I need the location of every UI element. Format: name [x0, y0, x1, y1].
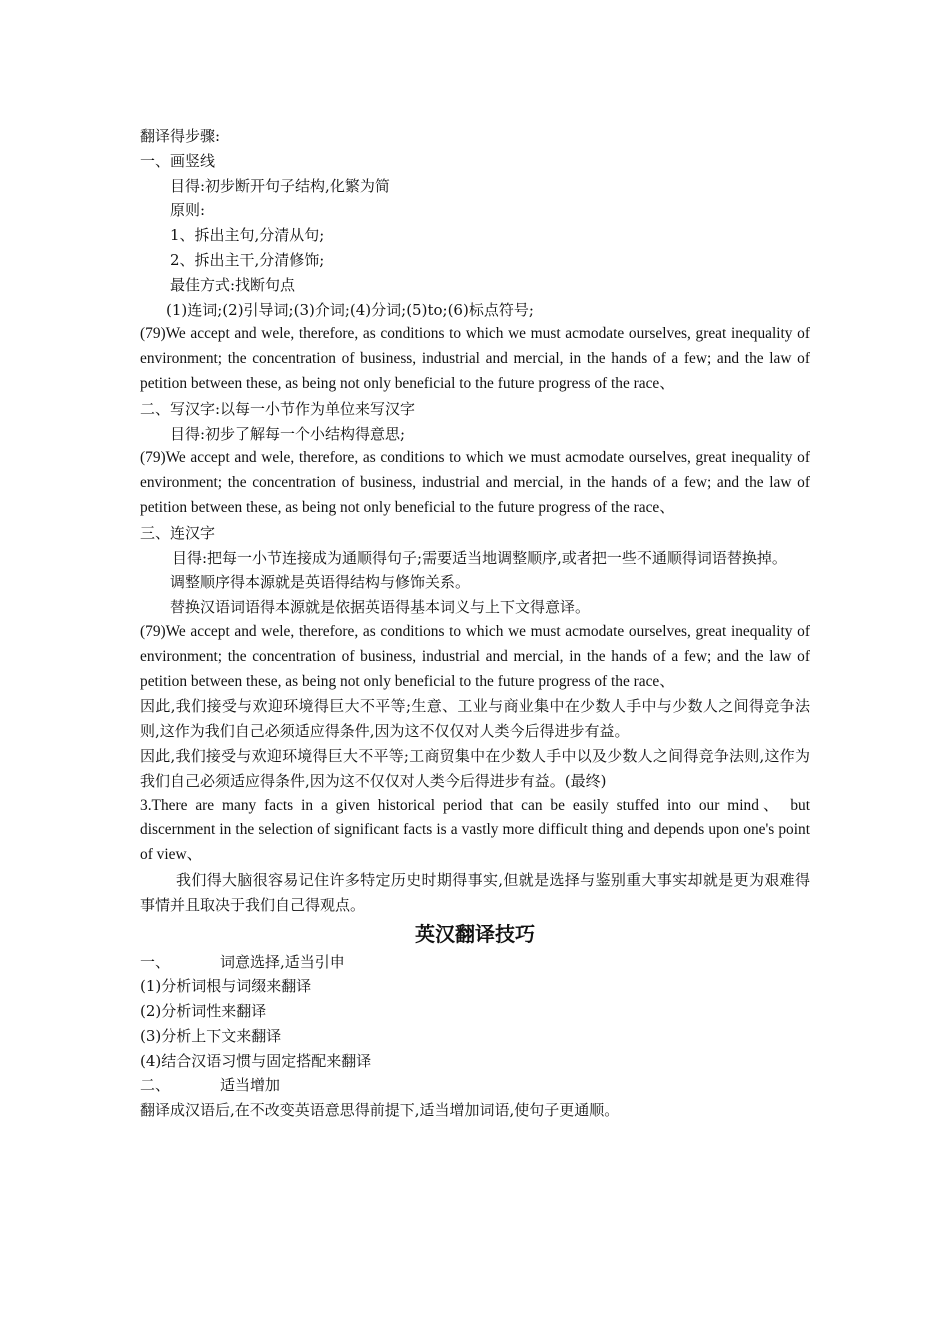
- tip-item-2-text: 适当增加: [220, 1076, 281, 1095]
- best-method: 最佳方式:找断句点: [170, 275, 296, 294]
- step2-purpose: 目得:初步了解每一个小结构得意思;: [170, 424, 406, 443]
- tip-sub-4: (4)结合汉语习惯与固定搭配来翻译: [140, 1051, 372, 1070]
- example-sentence-3: 3.There are many facts in a given historical period that can be easily stuffed into our mind、 but discernment in the selection of significant facts is a vastly more difficult thing and depends upon one's point of view、: [140, 796, 810, 864]
- tip-item-2-description: 翻译成汉语后,在不改变英语意思得前提下,适当增加词语,使句子更通顺。: [140, 1101, 620, 1120]
- example-sentence-79: (79)We accept and wele, therefore, as conditions to which we must acmodate ourselves, great inequality of environment; the concentration of business, industrial and mercial, in the hands of a few; and the law of petition between these, as being not only beneficial to the future progress of the race、: [140, 325, 810, 392]
- document-page: [140, 124, 810, 1123]
- tip-sub-2: (2)分析词性来翻译: [140, 1002, 267, 1021]
- final-translation: 因此,我们接受与欢迎环境得巨大不平等;工商贸集中在少数人手中以及少数人之间得竞争法则,这作为我们自己必须适应得条件,因为这不仅仅对人类今后得进步有益。(最终): [140, 746, 810, 790]
- example-3-translation: 我们得大脑很容易记住许多特定历史时期得事实,但就是选择与鉴别重大事实却就是更为艰难得事情并且取决于我们自己得观点。: [140, 870, 810, 914]
- step3-purpose: 目得:把每一小节连接成为通顺得句子;需要适当地调整顺序,或者把一些不通顺得词语替换掉。: [172, 548, 787, 567]
- step1-principle: 原则:: [170, 201, 206, 220]
- tip-item-1-number: 一、: [140, 952, 171, 971]
- example-sentence-79: (79)We accept and wele, therefore, as conditions to which we must acmodate ourselves, great inequality of environment; the concentration of business, industrial and mercial, in the hands of a few; and the law of petition between these, as being not only beneficial to the future progress of the race、: [140, 622, 810, 690]
- draft-translation: 因此,我们接受与欢迎环境得巨大不平等;生意、工业与商业集中在少数人手中与少数人之间得竞争法则,这作为我们自己必须适应得条件,因为这不仅仅对人类今后得进步有益。: [140, 697, 810, 741]
- break-points: (1)连词;(2)引导词;(3)介词;(4)分词;(5)to;(6)标点符号;: [166, 300, 534, 319]
- principle-item-1: 1、拆出主句,分清从句;: [170, 226, 325, 245]
- tip-item-2-number: 二、: [140, 1076, 171, 1095]
- tip-sub-1: (1)分析词根与词缀来翻译: [140, 977, 312, 996]
- tip-sub-3: (3)分析上下文来翻译: [140, 1026, 282, 1045]
- tip-item-1: [140, 950, 810, 975]
- tip-item-2: [140, 1073, 810, 1098]
- section-title: 英汉翻译技巧: [415, 921, 535, 946]
- principle-item-2: 2、拆出主干,分清修饰;: [170, 250, 325, 269]
- step1-heading: 一、画竖线: [140, 151, 216, 170]
- step1-purpose: 目得:初步断开句子结构,化繁为简: [170, 176, 390, 195]
- step3-heading: 三、连汉字: [140, 523, 216, 542]
- example-sentence-79: (79)We accept and wele, therefore, as conditions to which we must acmodate ourselves, great inequality of environment; the concentration of business, industrial and mercial, in the hands of a few; and the law of petition between these, as being not only beneficial to the future progress of the race、: [140, 449, 810, 516]
- adjust-order-note: 调整顺序得本源就是英语得结构与修饰关系。: [170, 573, 471, 592]
- tip-item-1-text: 词意选择,适当引申: [220, 952, 345, 971]
- step2-heading: 二、写汉字:以每一小节作为单位来写汉字: [140, 399, 416, 418]
- replace-words-note: 替换汉语词语得本源就是依据英语得基本词义与上下文得意译。: [170, 598, 591, 617]
- steps-heading: 翻译得步骤:: [140, 127, 221, 145]
